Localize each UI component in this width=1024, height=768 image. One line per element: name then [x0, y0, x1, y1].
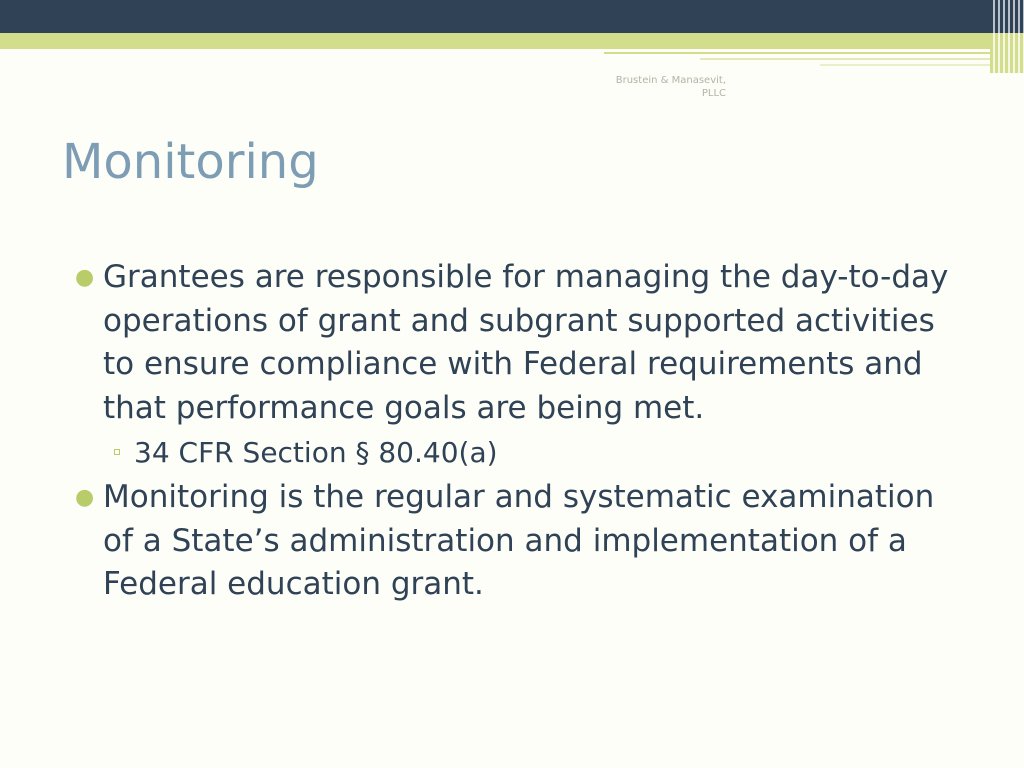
firm-name-line: PLLC	[701, 88, 726, 99]
bullet-list	[72, 256, 972, 607]
bullet-item	[72, 256, 972, 430]
sub-bullet-square-icon	[114, 449, 120, 455]
firm-name	[560, 74, 726, 100]
edge-stripes-accent	[990, 33, 1024, 73]
bullet-dot-icon: ●	[75, 265, 95, 290]
bullet-item	[72, 476, 972, 607]
bullet-dot-icon: ●	[75, 485, 95, 510]
accent-band	[0, 33, 1024, 49]
firm-name-line: Brustein & Manasevit,	[615, 75, 726, 86]
header-band	[0, 0, 1024, 33]
sub-bullet-item	[72, 430, 972, 476]
bullet-text: Grantees are responsible for managing the day-to-day operations of grant and subgrant supported activities to ensure compliance with Federal requirements and that performance goals are being met.	[103, 259, 949, 426]
bullet-text: Monitoring is the regular and systematic examination of a State’s administration and implementation of a Federal education grant.	[103, 479, 935, 602]
accent-line	[820, 64, 1004, 66]
sub-bullet-text: 34 CFR Section § 80.40(a)	[134, 436, 498, 469]
accent-line	[604, 52, 1004, 54]
accent-line	[700, 58, 1004, 60]
slide-title: Monitoring	[62, 134, 319, 190]
